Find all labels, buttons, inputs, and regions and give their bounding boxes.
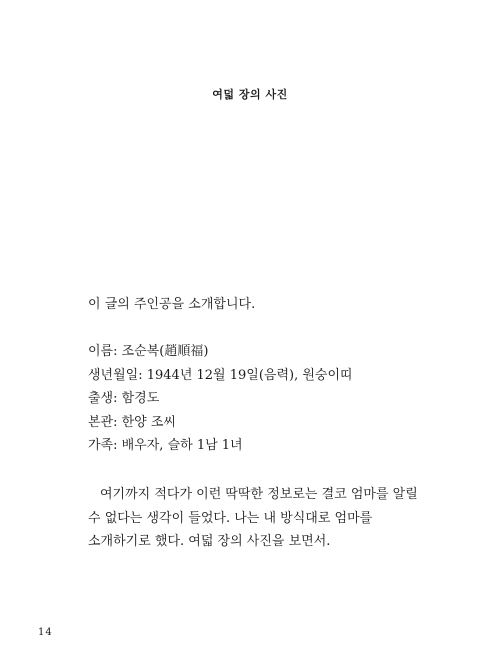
body-paragraph: 여기까지 적다가 이런 딱딱한 정보로는 결코 엄마를 알릴 수 없다는 생각이 들었다. 나는 내 방식대로 엄마를 소개하기로 했다. 여덟 장의 사진을 보면서. <box>88 487 418 549</box>
page-number: 14 <box>38 627 53 638</box>
chapter-title: 여덟 장의 사진 <box>212 88 288 101</box>
info-family: 가족: 배우자, 슬하 1남 1녀 <box>88 438 243 453</box>
info-birthplace: 출생: 함경도 <box>88 391 160 406</box>
intro-line: 이 글의 주인공을 소개합니다. <box>88 297 256 312</box>
profile-info-list <box>88 340 353 458</box>
info-birthdate: 생년월일: 1944년 12월 19일(음력), 원숭이띠 <box>88 367 353 383</box>
info-name: 이름: 조순복(趙順福) <box>88 344 209 359</box>
info-clan: 본관: 한양 조씨 <box>88 414 176 430</box>
